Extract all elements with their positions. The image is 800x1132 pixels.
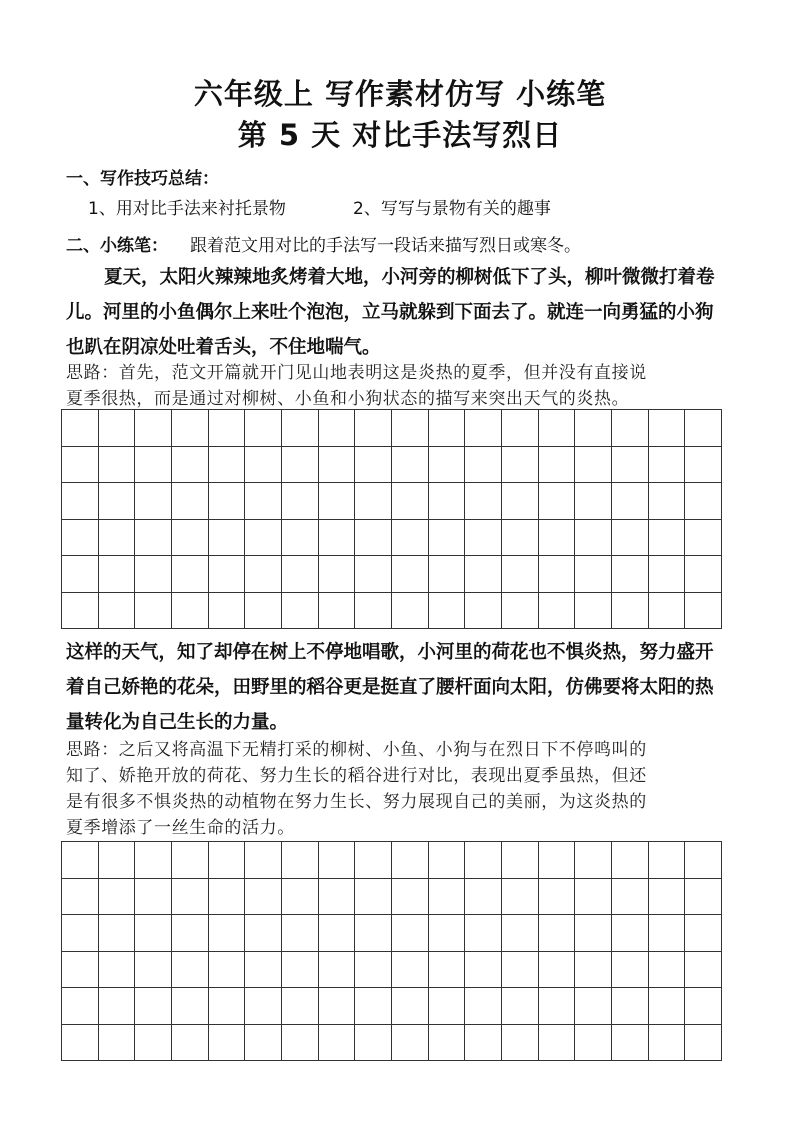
grid-cell[interactable] <box>319 988 356 1025</box>
grid-row <box>62 410 722 447</box>
grid-cell[interactable] <box>392 952 429 989</box>
grid-cell[interactable] <box>209 556 246 593</box>
grid-cell[interactable] <box>172 556 209 593</box>
grid-cell[interactable] <box>465 915 502 952</box>
grid-cell[interactable] <box>245 556 282 593</box>
grid-cell[interactable] <box>282 556 319 593</box>
grid-cell[interactable] <box>282 915 319 952</box>
grid-cell[interactable] <box>172 447 209 484</box>
grid-cell[interactable] <box>62 593 99 630</box>
grid-cell[interactable] <box>209 1025 246 1062</box>
grid-cell[interactable] <box>245 483 282 520</box>
grid-cell[interactable] <box>172 952 209 989</box>
grid-cell[interactable] <box>649 1025 686 1062</box>
grid-cell[interactable] <box>62 1025 99 1062</box>
grid-cell[interactable] <box>135 842 172 879</box>
grid-cell[interactable] <box>612 520 649 557</box>
grid-cell[interactable] <box>282 879 319 916</box>
thinking2-line1: 思路：之后又将高温下无精打采的柳树、小鱼、小狗与在烈日下不停鸣叫的 <box>66 740 647 760</box>
grid-cell[interactable] <box>319 593 356 630</box>
grid-cell[interactable] <box>355 842 392 879</box>
grid-cell[interactable] <box>245 915 282 952</box>
passage2-line1: 这样的天气，知了却停在树上不停地唱歌，小河里的荷花也不惧炎热，努力盛开 <box>66 642 714 663</box>
grid-cell[interactable] <box>209 842 246 879</box>
grid-cell[interactable] <box>135 952 172 989</box>
grid-cell[interactable] <box>392 447 429 484</box>
section1-heading: 一、写作技巧总结： <box>66 169 219 189</box>
grid-cell[interactable] <box>282 483 319 520</box>
grid-cell[interactable] <box>392 915 429 952</box>
grid-row <box>62 915 722 952</box>
grid-cell[interactable] <box>502 952 539 989</box>
grid-cell[interactable] <box>612 1025 649 1062</box>
grid-cell[interactable] <box>355 483 392 520</box>
thinking2-line4: 夏季增添了一丝生命的活力。 <box>66 818 295 838</box>
grid-cell[interactable] <box>99 952 136 989</box>
section2-heading: 二、小练笔： <box>66 236 168 256</box>
grid-cell[interactable] <box>429 879 466 916</box>
grid-cell[interactable] <box>282 1025 319 1062</box>
grid-cell[interactable] <box>355 879 392 916</box>
grid-cell[interactable] <box>539 1025 576 1062</box>
grid-cell[interactable] <box>685 593 722 630</box>
grid-cell[interactable] <box>392 410 429 447</box>
grid-cell[interactable] <box>62 915 99 952</box>
grid-cell[interactable] <box>429 410 466 447</box>
grid-cell[interactable] <box>612 447 649 484</box>
grid-row <box>62 1025 722 1062</box>
grid-cell[interactable] <box>62 520 99 557</box>
grid-cell[interactable] <box>539 593 576 630</box>
grid-cell[interactable] <box>612 556 649 593</box>
thinking1-line2: 夏季很热，而是通过对柳树、小鱼和小狗状态的描写来突出天气的炎热。 <box>66 389 630 409</box>
grid-cell[interactable] <box>392 483 429 520</box>
grid-cell[interactable] <box>319 842 356 879</box>
passage2-line3: 量转化为自己生长的力量。 <box>66 712 289 733</box>
grid-cell[interactable] <box>612 410 649 447</box>
thinking-note-1 <box>66 360 738 412</box>
grid-cell[interactable] <box>429 593 466 630</box>
grid-cell[interactable] <box>429 483 466 520</box>
grid-cell[interactable] <box>539 556 576 593</box>
grid-cell[interactable] <box>465 842 502 879</box>
thinking2-line2: 知了、娇艳开放的荷花、努力生长的稻谷进行对比，表现出夏季虽热，但还 <box>66 766 647 786</box>
grid-cell[interactable] <box>245 447 282 484</box>
grid-cell[interactable] <box>209 593 246 630</box>
grid-cell[interactable] <box>575 593 612 630</box>
grid-cell[interactable] <box>685 520 722 557</box>
grid-cell[interactable] <box>429 842 466 879</box>
grid-cell[interactable] <box>502 593 539 630</box>
grid-cell[interactable] <box>575 879 612 916</box>
grid-cell[interactable] <box>62 483 99 520</box>
thinking1-line1: 思路：首先，范文开篇就开门见山地表明这是炎热的夏季，但并没有直接说 <box>66 363 647 383</box>
grid-cell[interactable] <box>245 879 282 916</box>
grid-cell[interactable] <box>612 879 649 916</box>
grid-cell[interactable] <box>502 988 539 1025</box>
grid-cell[interactable] <box>465 952 502 989</box>
grid-cell[interactable] <box>172 1025 209 1062</box>
grid-row <box>62 988 722 1025</box>
grid-cell[interactable] <box>172 988 209 1025</box>
section2-instruction: 跟着范文用对比的手法写一段话来描写烈日或寒冬。 <box>190 236 581 256</box>
grid-cell[interactable] <box>62 879 99 916</box>
grid-row <box>62 483 722 520</box>
grid-cell[interactable] <box>62 842 99 879</box>
grid-cell[interactable] <box>612 988 649 1025</box>
writing-grid-2[interactable] <box>61 841 722 1061</box>
grid-cell[interactable] <box>62 410 99 447</box>
grid-cell[interactable] <box>685 988 722 1025</box>
grid-cell[interactable] <box>355 593 392 630</box>
grid-cell[interactable] <box>575 952 612 989</box>
grid-cell[interactable] <box>685 410 722 447</box>
grid-cell[interactable] <box>209 447 246 484</box>
grid-cell[interactable] <box>392 1025 429 1062</box>
passage1-line1: 夏天，太阳火辣辣地炙烤着大地，小河旁的柳树低下了头，柳叶微微打着卷 <box>104 267 715 288</box>
grid-cell[interactable] <box>99 1025 136 1062</box>
grid-cell[interactable] <box>612 593 649 630</box>
page-title: 六年级上 写作素材仿写 小练笔 <box>193 77 607 111</box>
example-passage-1 <box>66 260 738 365</box>
grid-cell[interactable] <box>685 842 722 879</box>
grid-cell[interactable] <box>209 879 246 916</box>
grid-cell[interactable] <box>429 1025 466 1062</box>
grid-row <box>62 879 722 916</box>
grid-cell[interactable] <box>502 1025 539 1062</box>
grid-cell[interactable] <box>649 483 686 520</box>
grid-cell[interactable] <box>685 1025 722 1062</box>
grid-cell[interactable] <box>209 952 246 989</box>
grid-cell[interactable] <box>245 952 282 989</box>
grid-cell[interactable] <box>99 879 136 916</box>
grid-cell[interactable] <box>355 988 392 1025</box>
grid-cell[interactable] <box>539 988 576 1025</box>
grid-cell[interactable] <box>465 593 502 630</box>
grid-cell[interactable] <box>99 483 136 520</box>
grid-cell[interactable] <box>62 556 99 593</box>
grid-cell[interactable] <box>575 842 612 879</box>
grid-cell[interactable] <box>172 879 209 916</box>
grid-cell[interactable] <box>539 842 576 879</box>
grid-cell[interactable] <box>502 483 539 520</box>
grid-cell[interactable] <box>429 988 466 1025</box>
grid-cell[interactable] <box>649 520 686 557</box>
grid-cell[interactable] <box>575 483 612 520</box>
grid-cell[interactable] <box>99 447 136 484</box>
grid-cell[interactable] <box>355 952 392 989</box>
grid-cell[interactable] <box>135 593 172 630</box>
grid-cell[interactable] <box>465 1025 502 1062</box>
grid-cell[interactable] <box>245 842 282 879</box>
grid-cell[interactable] <box>539 520 576 557</box>
grid-cell[interactable] <box>502 556 539 593</box>
grid-cell[interactable] <box>135 447 172 484</box>
tip-2: 2、写写与景物有关的趣事 <box>353 199 551 219</box>
grid-cell[interactable] <box>282 988 319 1025</box>
grid-cell[interactable] <box>429 915 466 952</box>
grid-cell[interactable] <box>319 447 356 484</box>
grid-cell[interactable] <box>99 842 136 879</box>
grid-cell[interactable] <box>539 410 576 447</box>
grid-cell[interactable] <box>135 988 172 1025</box>
grid-cell[interactable] <box>649 842 686 879</box>
grid-cell[interactable] <box>685 952 722 989</box>
grid-cell[interactable] <box>575 410 612 447</box>
example-passage-2 <box>66 635 738 740</box>
grid-cell[interactable] <box>245 410 282 447</box>
grid-cell[interactable] <box>392 556 429 593</box>
grid-cell[interactable] <box>429 556 466 593</box>
grid-cell[interactable] <box>245 520 282 557</box>
grid-cell[interactable] <box>502 879 539 916</box>
grid-cell[interactable] <box>355 556 392 593</box>
grid-cell[interactable] <box>135 520 172 557</box>
grid-cell[interactable] <box>685 556 722 593</box>
thinking-note-2 <box>66 737 738 841</box>
grid-cell[interactable] <box>282 410 319 447</box>
grid-cell[interactable] <box>282 952 319 989</box>
grid-cell[interactable] <box>99 410 136 447</box>
grid-cell[interactable] <box>99 988 136 1025</box>
grid-cell[interactable] <box>392 842 429 879</box>
grid-cell[interactable] <box>575 1025 612 1062</box>
grid-cell[interactable] <box>502 520 539 557</box>
grid-cell[interactable] <box>62 988 99 1025</box>
grid-cell[interactable] <box>319 915 356 952</box>
grid-cell[interactable] <box>649 593 686 630</box>
grid-cell[interactable] <box>319 483 356 520</box>
passage1-line3: 也趴在阴凉处吐着舌头，不住地喘气。 <box>66 337 381 358</box>
grid-cell[interactable] <box>282 842 319 879</box>
grid-cell[interactable] <box>429 447 466 484</box>
grid-cell[interactable] <box>172 842 209 879</box>
grid-cell[interactable] <box>685 483 722 520</box>
grid-row <box>62 842 722 879</box>
grid-cell[interactable] <box>539 879 576 916</box>
grid-cell[interactable] <box>209 410 246 447</box>
grid-cell[interactable] <box>135 1025 172 1062</box>
grid-cell[interactable] <box>465 988 502 1025</box>
grid-cell[interactable] <box>319 1025 356 1062</box>
grid-cell[interactable] <box>355 447 392 484</box>
grid-cell[interactable] <box>209 483 246 520</box>
page-subtitle: 第 5 天 对比手法写烈日 <box>237 118 563 152</box>
grid-cell[interactable] <box>575 988 612 1025</box>
grid-cell[interactable] <box>612 952 649 989</box>
grid-cell[interactable] <box>465 556 502 593</box>
grid-cell[interactable] <box>539 915 576 952</box>
grid-cell[interactable] <box>355 410 392 447</box>
grid-cell[interactable] <box>685 879 722 916</box>
grid-cell[interactable] <box>245 988 282 1025</box>
grid-cell[interactable] <box>649 447 686 484</box>
grid-cell[interactable] <box>319 952 356 989</box>
grid-cell[interactable] <box>649 988 686 1025</box>
grid-cell[interactable] <box>135 410 172 447</box>
grid-row <box>62 556 722 593</box>
grid-cell[interactable] <box>649 952 686 989</box>
grid-cell[interactable] <box>502 842 539 879</box>
passage1-line2: 儿。河里的小鱼偶尔上来吐个泡泡，立马就躲到下面去了。就连一向勇猛的小狗 <box>66 302 714 323</box>
grid-cell[interactable] <box>465 879 502 916</box>
grid-cell[interactable] <box>135 483 172 520</box>
grid-cell[interactable] <box>319 879 356 916</box>
grid-cell[interactable] <box>649 556 686 593</box>
grid-cell[interactable] <box>172 410 209 447</box>
grid-cell[interactable] <box>319 556 356 593</box>
grid-cell[interactable] <box>355 520 392 557</box>
grid-cell[interactable] <box>392 988 429 1025</box>
grid-cell[interactable] <box>172 483 209 520</box>
grid-cell[interactable] <box>355 1025 392 1062</box>
grid-cell[interactable] <box>465 447 502 484</box>
passage2-line2: 着自己娇艳的花朵，田野里的稻谷更是挺直了腰杆面向太阳，仿佛要将太阳的热 <box>66 677 714 698</box>
grid-cell[interactable] <box>685 915 722 952</box>
grid-cell[interactable] <box>245 1025 282 1062</box>
grid-cell[interactable] <box>612 483 649 520</box>
grid-cell[interactable] <box>465 483 502 520</box>
grid-cell[interactable] <box>172 520 209 557</box>
grid-cell[interactable] <box>502 915 539 952</box>
grid-cell[interactable] <box>575 520 612 557</box>
grid-row <box>62 520 722 557</box>
grid-cell[interactable] <box>282 447 319 484</box>
grid-cell[interactable] <box>612 915 649 952</box>
grid-cell[interactable] <box>685 447 722 484</box>
grid-cell[interactable] <box>172 915 209 952</box>
grid-cell[interactable] <box>282 520 319 557</box>
grid-cell[interactable] <box>99 593 136 630</box>
grid-cell[interactable] <box>575 915 612 952</box>
grid-cell[interactable] <box>355 915 392 952</box>
grid-cell[interactable] <box>245 593 282 630</box>
grid-cell[interactable] <box>392 879 429 916</box>
grid-cell[interactable] <box>502 410 539 447</box>
grid-cell[interactable] <box>62 447 99 484</box>
grid-cell[interactable] <box>392 520 429 557</box>
writing-grid-1[interactable] <box>61 409 722 629</box>
grid-cell[interactable] <box>319 520 356 557</box>
thinking2-line3: 是有很多不惧炎热的动植物在努力生长、努力展现自己的美丽，为这炎热的 <box>66 792 647 812</box>
grid-cell[interactable] <box>209 988 246 1025</box>
grid-cell[interactable] <box>575 556 612 593</box>
grid-cell[interactable] <box>62 952 99 989</box>
grid-cell[interactable] <box>612 842 649 879</box>
grid-cell[interactable] <box>429 520 466 557</box>
grid-cell[interactable] <box>99 556 136 593</box>
grid-cell[interactable] <box>99 520 136 557</box>
grid-cell[interactable] <box>392 593 429 630</box>
grid-cell[interactable] <box>465 520 502 557</box>
tip-1: 1、用对比手法来衬托景物 <box>88 199 286 219</box>
grid-cell[interactable] <box>539 952 576 989</box>
grid-row <box>62 447 722 484</box>
grid-cell[interactable] <box>575 447 612 484</box>
grid-cell[interactable] <box>282 593 319 630</box>
grid-cell[interactable] <box>502 447 539 484</box>
grid-cell[interactable] <box>649 915 686 952</box>
grid-cell[interactable] <box>539 447 576 484</box>
grid-cell[interactable] <box>135 556 172 593</box>
grid-cell[interactable] <box>135 879 172 916</box>
grid-cell[interactable] <box>539 483 576 520</box>
grid-cell[interactable] <box>172 593 209 630</box>
grid-cell[interactable] <box>99 915 136 952</box>
grid-cell[interactable] <box>649 879 686 916</box>
grid-cell[interactable] <box>465 410 502 447</box>
grid-cell[interactable] <box>319 410 356 447</box>
grid-row <box>62 952 722 989</box>
grid-cell[interactable] <box>429 952 466 989</box>
grid-row <box>62 593 722 630</box>
grid-cell[interactable] <box>649 410 686 447</box>
grid-cell[interactable] <box>135 915 172 952</box>
grid-cell[interactable] <box>209 915 246 952</box>
grid-cell[interactable] <box>209 520 246 557</box>
